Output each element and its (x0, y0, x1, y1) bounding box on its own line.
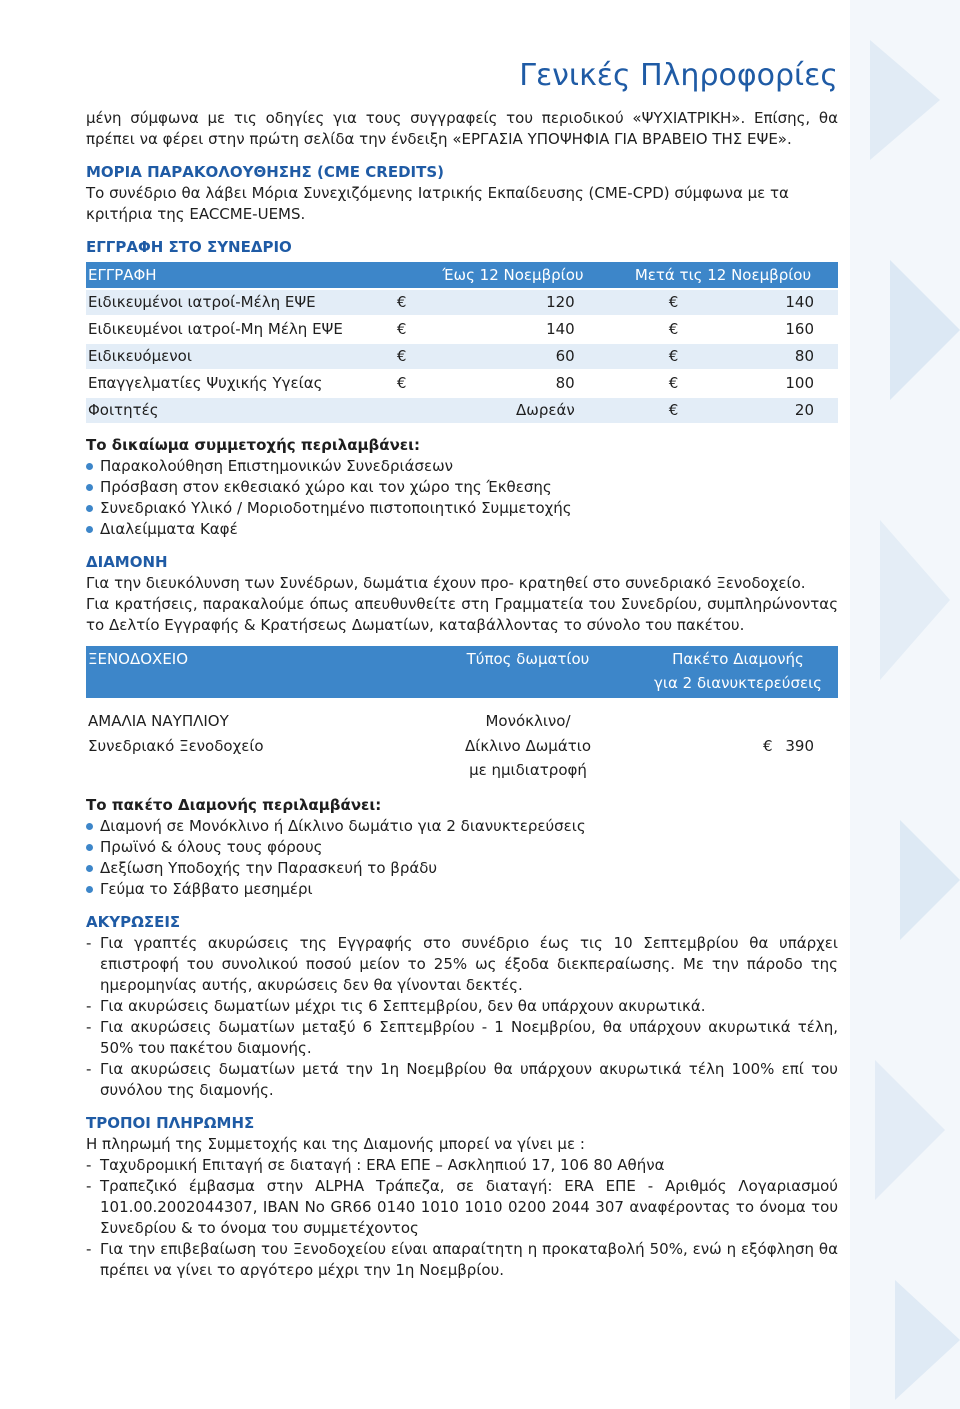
registration-category: Ειδικευμένοι ιατροί-Μη Μέλη ΕΨΕ (88, 320, 343, 338)
list-item: Πρωϊνό & όλους τους φόρους (86, 837, 838, 858)
early-price: 80 (555, 374, 575, 392)
accommodation-includes-list (86, 816, 838, 900)
hotel-name: ΑΜΑΛΙΑ ΝΑΥΠΛΙΟΥ (88, 712, 229, 730)
early-price: Δωρεάν (516, 401, 575, 419)
list-item: Πρόσβαση στον εκθεσιακό χώρο και τον χώρο της Έκθεσης (86, 477, 838, 498)
column-header-late: Μετά τις 12 Νοεμβρίου (634, 265, 812, 284)
cancellation-item: - Για γραπτές ακυρώσεις της Εγγραφής στο συνέδριο έως τις 10 Σεπτεμβρίου θα υπάρχει επιστροφή του συνολικού ποσού μείον το 25% ως έξοδα διεκπεραίωσης. Με την πάροδο της ημερομηνίας αυτής, ακυρώσεις δεν θα γίνονται δεκτές. (86, 933, 838, 996)
euro-icon: € (396, 347, 407, 365)
registration-includes-list (86, 456, 838, 540)
table-row (86, 344, 838, 369)
payment-intro: Η πληρωμή της Συμμετοχής και της Διαμονής μπορεί να γίνει με : (86, 1135, 585, 1153)
page-title: Γενικές Πληροφορίες (519, 58, 838, 93)
euro-icon: € (668, 320, 679, 338)
cancellation-item: - Για ακυρώσεις δωματίων μέχρι τις 6 Σεπτεμβρίου, δεν θα υπάρχουν ακυρωτικά. (86, 996, 838, 1017)
late-price: 160 (785, 320, 814, 338)
cancellation-item: - Για ακυρώσεις δωματίων μεταξύ 6 Σεπτεμβρίου - 1 Νοεμβρίου, θα υπάρχουν ακυρωτικά τέλη, 50% του πακέτου διαμονής. (86, 1017, 838, 1059)
accommodation-heading: ΔΙΑΜΟΝΗ (86, 553, 168, 571)
decorative-side-pattern (850, 0, 960, 1409)
late-price-cell (599, 373, 838, 394)
cme-text: Το συνέδριο θα λάβει Μόρια Συνεχιζόμενης Ιατρικής Εκπαίδευσης (CME-CPD) σύμφωνα με τα κριτήρια της EACCME-UEMS. (86, 184, 789, 223)
late-price-cell (599, 292, 838, 313)
list-item: Διαμονή σε Μονόκλινο ή Δίκλινο δωμάτιο για 2 διανυκτερεύσεις (86, 816, 838, 837)
late-price: 100 (785, 374, 814, 392)
late-price: 140 (785, 293, 814, 311)
early-price-cell (397, 319, 599, 340)
package-price-cell (638, 706, 838, 781)
table-row (86, 371, 838, 396)
list-item: Συνεδριακό Υλικό / Μοριοδοτημένο πιστοποιητικό Συμμετοχής (86, 498, 838, 519)
column-header-registration: ΕΓΓΡΑΦΗ (88, 265, 157, 284)
table-row (86, 290, 838, 315)
package-price: 390 (785, 737, 814, 755)
cancellations-list (86, 933, 838, 1101)
payment-heading: ΤΡΟΠΟΙ ΠΛΗΡΩΜΗΣ (86, 1114, 255, 1132)
room-type-line: Μονόκλινο/ (485, 712, 571, 730)
package-header-line-2: για 2 διανυκτερεύσεις (654, 674, 822, 692)
cancellation-item: - Για ακυρώσεις δωματίων μετά την 1η Νοεμβρίου θα υπάρχουν ακυρωτικά τέλη 100% επί του συνόλου της διαμονής. (86, 1059, 838, 1101)
payment-list (86, 1155, 838, 1281)
late-price-cell (599, 319, 838, 340)
euro-icon: € (668, 347, 679, 365)
registration-category: Ειδικευμένοι ιατροί-Μέλη ΕΨΕ (88, 293, 316, 311)
column-header-room-type: Τύπος δωματίου (466, 650, 590, 668)
euro-icon: € (396, 374, 407, 392)
room-type-line: με ημιδιατροφή (469, 761, 587, 779)
registration-category: Φοιτητές (88, 401, 159, 419)
hotel-table-row (86, 706, 838, 781)
cme-heading: ΜΟΡΙΑ ΠΑΡΑΚΟΛΟΥΘΗΣΗΣ (CME CREDITS) (86, 163, 445, 181)
table-row (86, 317, 838, 342)
accommodation-text-1: Για την διευκόλυνση των Συνέδρων, δωμάτια έχουν προ- κρατηθεί στο συνεδριακό Ξενοδοχείο. (86, 574, 806, 592)
euro-icon: € (668, 401, 679, 419)
list-item: Δεξίωση Υποδοχής την Παρασκευή το βράδυ (86, 858, 838, 879)
intro-paragraph: μένη σύμφωνα με τις οδηγίες για τους συγγραφείς του περιοδικού «ΨΥΧΙΑΤΡΙΚΗ». Επίσης, θα πρέπει να φέρει στην πρώτη σελίδα την ένδειξη «ΕΡΓΑΣΙΑ ΥΠΟΨΗΦΙΑ ΓΙΑ ΒΡΑΒΕΙΟ ΤΗΣ ΕΨΕ». (86, 109, 838, 148)
early-price-cell (397, 292, 599, 313)
hotel-cell (86, 706, 418, 781)
list-item: Γεύμα το Σάββατο μεσημέρι (86, 879, 838, 900)
hotel-table-header (86, 646, 838, 698)
late-price: 20 (794, 401, 814, 419)
column-header-hotel: ΞΕΝΟΔΟΧΕΙΟ (88, 650, 189, 668)
registration-includes-heading: Το δικαίωμα συμμετοχής περιλαμβάνει: (86, 436, 420, 454)
accommodation-text-2: Για κρατήσεις, παρακαλούμε όπως απευθυνθείτε στη Γραμματεία του Συνεδρίου, συμπληρώνοντας το Δελτίο Εγγραφής & Κρατήσεως Δωματίων, καταβάλλοντας το σύνολο του πακέτου. (86, 595, 838, 634)
accommodation-includes-heading: Το πακέτο Διαμονής περιλαμβάνει: (86, 796, 382, 814)
cancellations-heading: ΑΚΥΡΩΣΕΙΣ (86, 913, 181, 931)
euro-icon: € (396, 320, 407, 338)
table-row (86, 398, 838, 423)
euro-icon: € (763, 737, 773, 755)
early-price-cell (397, 400, 599, 421)
early-price: 140 (546, 320, 575, 338)
list-item: Διαλείμματα Καφέ (86, 519, 838, 540)
payment-item: - Για την επιβεβαίωση του Ξενοδοχείου είναι απαραίτητη η προκαταβολή 50%, ενώ η εξόφληση θα πρέπει να γίνει το αργότερο μέχρι την 1η Νοεμβρίου. (86, 1239, 838, 1281)
early-price-cell (397, 373, 599, 394)
early-price: 60 (555, 347, 575, 365)
registration-table (86, 262, 838, 423)
hotel-subtitle: Συνεδριακό Ξενοδοχείο (88, 737, 264, 755)
payment-item: - Τραπεζικό έμβασμα στην ALPHA Τράπεζα, σε διαταγή: ERA ΕΠΕ - Αριθμός Λογαριασμού 101.00.2002044307, IBAN No GR66 0140 1010 1010 0200 2044 307 αναφέροντας το όνομα του Συνεδρίου & το όνομα του συμμετέχοντος (86, 1176, 838, 1239)
early-price: 120 (546, 293, 575, 311)
euro-icon: € (668, 374, 679, 392)
registration-heading: ΕΓΓΡΑΦΗ ΣΤΟ ΣΥΝΕΔΡΙΟ (86, 238, 292, 256)
registration-category: Ειδικευόμενοι (88, 347, 192, 365)
list-item: Παρακολούθηση Επιστημονικών Συνεδριάσεων (86, 456, 838, 477)
euro-icon: € (396, 293, 407, 311)
payment-item: - Ταχυδρομική Επιταγή σε διαταγή : ERA ΕΠΕ – Ασκληπιού 17, 106 80 Αθήνα (86, 1155, 838, 1176)
euro-icon: € (668, 293, 679, 311)
registration-table-header (86, 262, 838, 288)
column-header-package (638, 646, 838, 698)
page-content (86, 56, 838, 1281)
early-price-cell (397, 346, 599, 367)
late-price: 80 (794, 347, 814, 365)
late-price-cell (599, 400, 838, 421)
late-price-cell (599, 346, 838, 367)
room-type-cell (418, 706, 638, 781)
package-header-line-1: Πακέτο Διαμονής (672, 650, 804, 668)
room-type-line: Δίκλινο Δωμάτιο (465, 737, 591, 755)
column-header-early: Έως 12 Νοεμβρίου (442, 265, 584, 284)
registration-category: Επαγγελματίες Ψυχικής Υγείας (88, 374, 323, 392)
